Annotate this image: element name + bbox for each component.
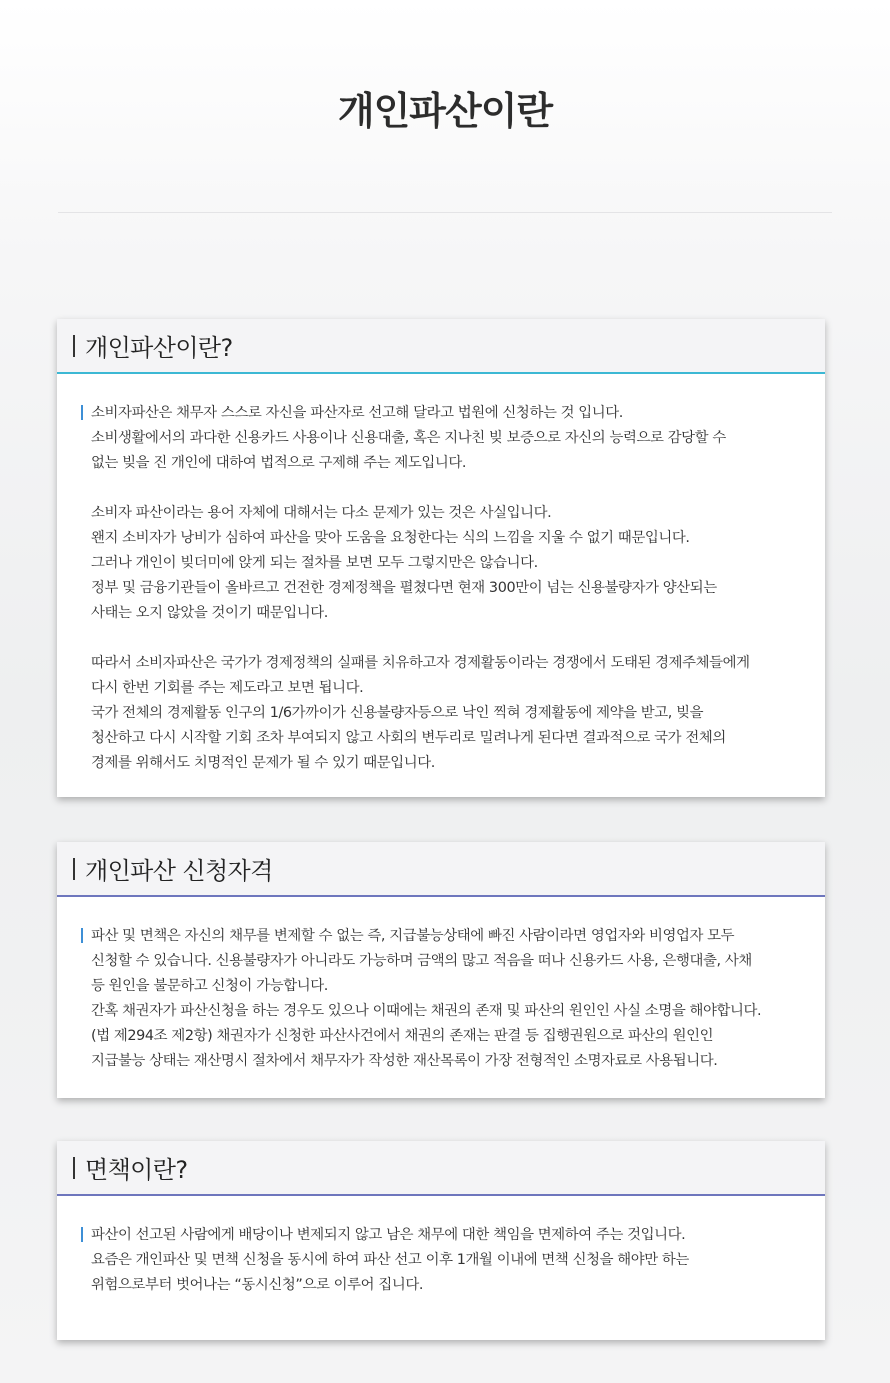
- paragraph-marker: [81, 405, 83, 420]
- text-line: 요즘은 개인파산 및 면책 신청을 동시에 하여 파산 선고 이후 1개월 이내에 면책 신청을 해야만 하는: [91, 1252, 689, 1268]
- header-bar: [73, 335, 75, 357]
- section-card-discharge: [57, 1141, 825, 1340]
- text-line: 왠지 소비자가 낭비가 심하여 파산을 맞아 도움을 요청한다는 식의 느낌을 지울 수 없기 때문입니다.: [91, 530, 690, 546]
- section-card-eligibility: [57, 842, 825, 1098]
- section-title: 면책이란?: [85, 1156, 188, 1184]
- text-line: 다시 한번 기회를 주는 제도라고 보면 됩니다.: [91, 680, 364, 696]
- text-line: 등 원인을 불문하고 신청이 가능합니다.: [91, 978, 328, 994]
- section-header: [57, 842, 825, 897]
- section-header: [57, 319, 825, 374]
- section-body: [57, 1196, 825, 1320]
- text-line: 소비생활에서의 과다한 신용카드 사용이나 신용대출, 혹은 지나친 빚 보증으로 자신의 능력으로 감당할 수: [91, 430, 726, 446]
- text-line: 국가 전체의 경제활동 인구의 1/6가까이가 신용불량자등으로 낙인 찍혀 경제활동에 제약을 받고, 빚을: [91, 705, 704, 721]
- text-line: 경제를 위해서도 치명적인 문제가 될 수 있기 때문입니다.: [91, 755, 435, 771]
- paragraph: [91, 924, 805, 1074]
- section-title: 개인파산 신청자격: [85, 857, 273, 885]
- paragraph: [91, 1223, 805, 1298]
- text-line: 없는 빚을 진 개인에 대하여 법적으로 구제해 주는 제도입니다.: [91, 455, 467, 471]
- section-title: 개인파산이란?: [85, 334, 233, 362]
- text-line: 위험으로부터 벗어나는 “동시신청”으로 이루어 집니다.: [91, 1277, 424, 1293]
- title-divider: [58, 212, 832, 213]
- text-line: 신청할 수 있습니다. 신용불량자가 아니라도 가능하며 금액의 많고 적음을 떠나 신용카드 사용, 은행대출, 사채: [91, 953, 752, 969]
- paragraph: [91, 651, 805, 776]
- text-line: 파산 및 면책은 자신의 채무를 변제할 수 없는 즉, 지급불능상태에 빠진 사람이라면 영업자와 비영업자 모두: [91, 928, 735, 944]
- paragraph-marker: [81, 928, 83, 943]
- text-line: 그러나 개인이 빚더미에 앉게 되는 절차를 보면 모두 그렇지만은 않습니다.: [91, 555, 538, 571]
- section-header: [57, 1141, 825, 1196]
- text-line: (법 제294조 제2항) 채권자가 신청한 파산사건에서 채권의 존재는 판결 등 집행권원으로 파산의 원인인: [91, 1028, 714, 1044]
- section-body: [57, 374, 825, 798]
- text-line: 청산하고 다시 시작할 기회 조차 부여되지 않고 사회의 변두리로 밀려나게 된다면 결과적으로 국가 전체의: [91, 730, 726, 746]
- text-line: 소비자 파산이라는 용어 자체에 대해서는 다소 문제가 있는 것은 사실입니다.: [91, 505, 552, 521]
- header-bar: [73, 858, 75, 880]
- text-line: 간혹 채권자가 파산신청을 하는 경우도 있으나 이때에는 채권의 존재 및 파산의 원인인 사실 소명을 해야합니다.: [91, 1003, 762, 1019]
- page-title: 개인파산이란: [337, 89, 553, 133]
- text-line: 파산이 선고된 사람에게 배당이나 변제되지 않고 남은 채무에 대한 책임을 면제하여 주는 것입니다.: [91, 1227, 686, 1243]
- text-line: 따라서 소비자파산은 국가가 경제정책의 실패를 치유하고자 경제활동이라는 경쟁에서 도태된 경제주체들에게: [91, 655, 750, 671]
- header-bar: [73, 1157, 75, 1179]
- text-line: 정부 및 금융기관들이 올바르고 건전한 경제정책을 펼쳤다면 현재 300만이 넘는 신용불량자가 양산되는: [91, 580, 717, 596]
- paragraph: [91, 401, 805, 476]
- text-line: 소비자파산은 채무자 스스로 자신을 파산자로 선고해 달라고 법원에 신청하는 것 입니다.: [91, 405, 623, 421]
- text-line: 지급불능 상태는 재산명시 절차에서 채무자가 작성한 재산목록이 가장 전형적인 소명자료로 사용됩니다.: [91, 1053, 718, 1069]
- text-line: 사태는 오지 않았을 것이기 때문입니다.: [91, 605, 328, 621]
- section-body: [57, 897, 825, 1096]
- paragraph-marker: [81, 1227, 83, 1242]
- paragraph: [91, 501, 805, 626]
- section-card-about-bankruptcy: [57, 319, 825, 797]
